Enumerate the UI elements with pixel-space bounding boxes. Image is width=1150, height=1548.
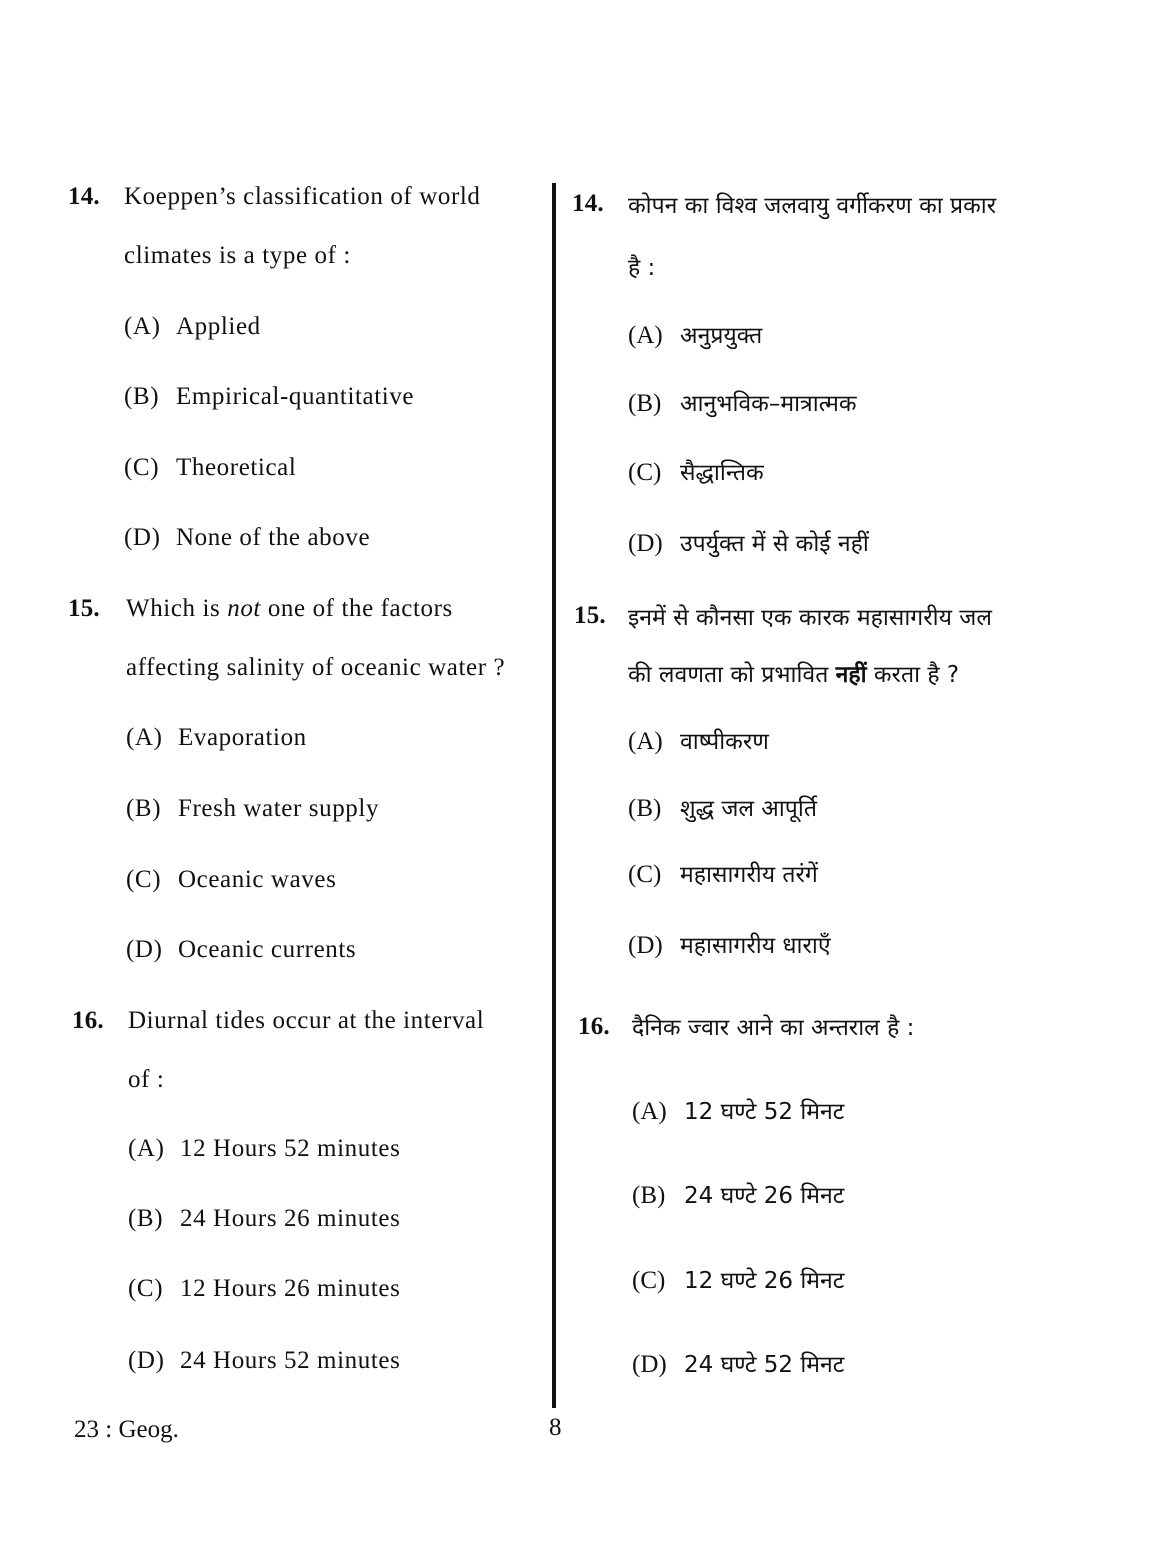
option-c [128,1275,400,1303]
option-label: (B) [632,1182,666,1209]
option-b [128,1205,400,1233]
option-a [628,318,762,350]
option-text: 12 घण्टे 26 मिनट [684,1268,845,1294]
option-d [632,1347,844,1379]
paper-code: 23 : Geog. [74,1416,179,1443]
option-text: 24 Hours 26 minutes [180,1205,401,1232]
option-d [128,1347,400,1375]
option-text: 24 घण्टे 26 मिनट [684,1183,845,1209]
option-text: अनुप्रयुक्त [680,323,763,349]
option-label: (B) [128,1205,164,1232]
option-label: (B) [628,390,662,417]
question-text-line1: Diurnal tides occur at the interval [128,1007,485,1034]
option-label: (D) [632,1351,667,1378]
option-d [628,928,831,960]
option-label: (A) [128,1135,165,1162]
option-text: महासागरीय तरंगें [680,862,818,888]
option-b [628,386,857,418]
option-c [628,857,818,889]
option-text: 24 Hours 52 minutes [180,1347,401,1374]
option-label: (C) [628,459,662,486]
option-c [628,455,764,487]
option-text: 12 Hours 26 minutes [180,1275,401,1302]
page-number: 8 [549,1414,562,1441]
option-d [124,524,370,552]
option-label: (C) [124,454,160,481]
option-label: (D) [128,1347,165,1374]
option-text: शुद्ध जल आपूर्ति [680,796,817,822]
option-label: (C) [628,861,662,888]
question-number: 15. [574,602,606,629]
question-text-line1: दैनिक ज्वार आने का अन्तराल है : [632,1015,915,1041]
option-a [126,724,307,752]
question-text-line2: affecting salinity of oceanic water ? [126,654,506,681]
option-text: आनुभविक–मात्रात्मक [680,391,857,417]
question-text-line2: of : [128,1066,165,1093]
option-label: (C) [128,1275,164,1302]
question-number: 14. [572,190,604,217]
option-c [632,1263,844,1295]
option-label: (C) [126,866,162,893]
option-label: (D) [126,936,163,963]
option-d [126,936,356,964]
option-label: (D) [628,932,663,959]
column-divider [552,183,556,1408]
question-text-line2: climates is a type of : [124,242,351,269]
option-text: महासागरीय धाराएँ [680,933,831,959]
option-text: 12 Hours 52 minutes [180,1135,401,1162]
question-text-line1: इनमें से कौनसा एक कारक महासागरीय जल [628,605,992,631]
option-b [124,383,414,411]
option-label: (A) [628,728,663,755]
option-a [628,724,769,756]
option-text: वाष्पीकरण [680,729,769,755]
question-text-line2: है : [628,255,656,281]
option-text: Evaporation [178,724,307,751]
option-label: (B) [628,795,662,822]
option-text: 24 घण्टे 52 मिनट [684,1352,845,1378]
option-c [126,866,336,894]
option-c [124,454,296,482]
option-label: (B) [124,383,160,410]
option-label: (A) [124,313,161,340]
option-text: Fresh water supply [178,795,380,822]
question-number: 15. [68,595,100,622]
option-b [126,795,379,823]
question-text-line1: कोपन का विश्व जलवायु वर्गीकरण का प्रकार [628,193,997,219]
option-label: (A) [126,724,163,751]
question-number: 14. [68,183,100,210]
question-text-line2: की लवणता को प्रभावित नहीं करता है ? [628,662,960,688]
question-number: 16. [578,1013,610,1040]
question-text-line1: Koeppen’s classification of world [124,183,481,210]
option-text: Oceanic currents [178,936,357,963]
option-text: उपर्युक्त में से कोई नहीं [680,531,869,557]
option-a [124,313,261,341]
question-text-line1: Which is not one of the factors [126,595,453,622]
option-label: (A) [628,322,663,349]
option-label: (D) [124,524,161,551]
option-text: Theoretical [176,454,297,481]
option-a [632,1094,844,1126]
option-text: Empirical-quantitative [176,383,415,410]
option-b [632,1178,844,1210]
option-text: सैद्धान्तिक [680,460,764,486]
option-text: 12 घण्टे 52 मिनट [684,1099,845,1125]
option-text: Oceanic waves [178,866,337,893]
option-label: (A) [632,1098,667,1125]
option-text: Applied [176,313,261,340]
question-number: 16. [72,1007,104,1034]
option-b [628,791,817,823]
option-label: (B) [126,795,162,822]
option-label: (D) [628,530,663,557]
option-d [628,526,869,558]
option-a [128,1135,400,1163]
option-label: (C) [632,1267,666,1294]
option-text: None of the above [176,524,371,551]
